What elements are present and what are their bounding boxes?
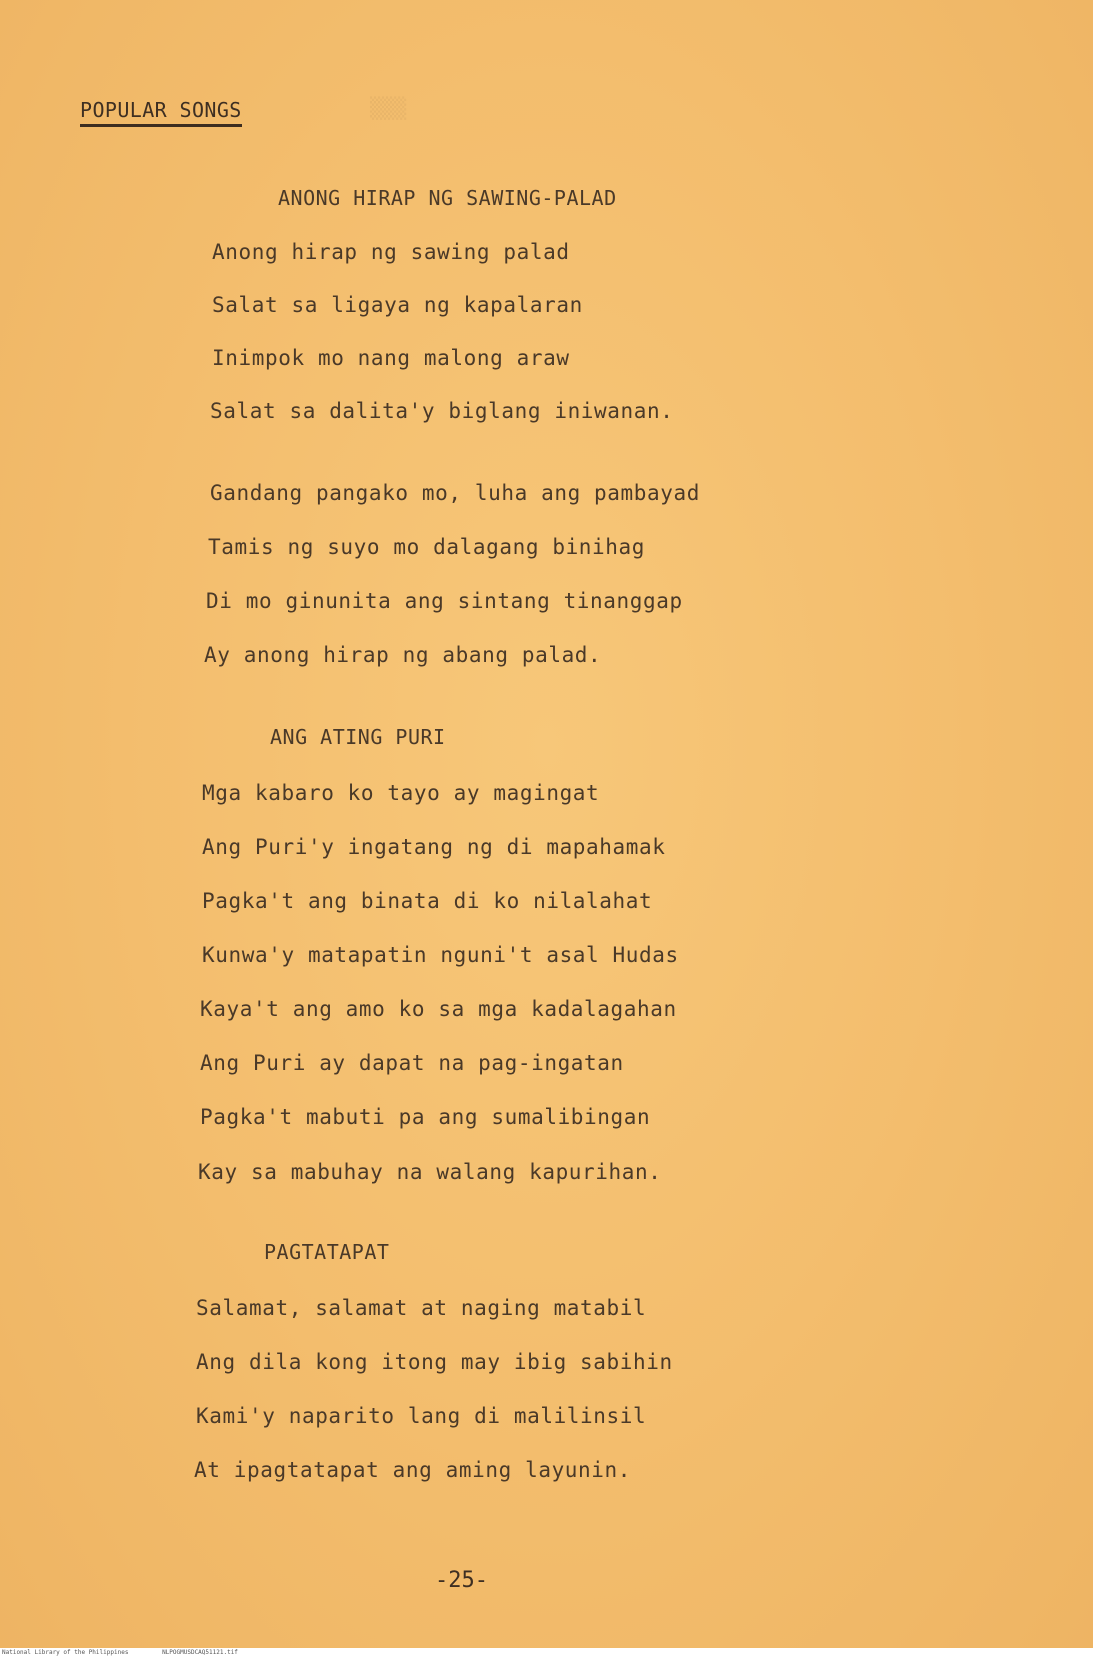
lyric-line: At ipagtatapat ang aming layunin. (194, 1458, 632, 1482)
lyric-line: Kami'y naparito lang di malilinsil (196, 1404, 647, 1428)
page-number: -25- (435, 1568, 488, 1593)
footer-library: National Library of the Philippines (2, 1649, 129, 1656)
footer-file: NLPOGMUSDCAQ51121.tif (162, 1649, 238, 1656)
lyric-line: Pagka't ang binata di ko nilalahat (202, 889, 653, 913)
lyric-line: Ay anong hirap ng abang palad. (204, 643, 602, 667)
scan-footer (0, 1648, 1093, 1658)
lyric-line: Gandang pangako mo, luha ang pambayad (210, 481, 700, 505)
song-title: ANONG HIRAP NG SAWING-PALAD (278, 186, 617, 210)
lyric-line: Salat sa dalita'y biglang iniwanan. (210, 399, 674, 423)
lyric-line: Pagka't mabuti pa ang sumalibingan (200, 1105, 651, 1129)
lyric-line: Ang Puri ay dapat na pag-ingatan (200, 1051, 624, 1075)
lyric-line: Salat sa ligaya ng kapalaran (212, 293, 583, 317)
section-title: POPULAR SONGS (80, 98, 242, 127)
lyric-line: Ang dila kong itong may ibig sabihin (196, 1350, 673, 1374)
lyric-line: Ang Puri'y ingatang ng di mapahamak (202, 835, 666, 859)
lyric-line: Kaya't ang amo ko sa mga kadalagahan (200, 997, 677, 1021)
song-title: PAGTATAPAT (264, 1240, 390, 1264)
lyric-line: Salamat, salamat at naging matabil (196, 1296, 647, 1320)
lyric-line: Inimpok mo nang malong araw (212, 346, 570, 370)
lyric-line: Di mo ginunita ang sintang tinanggap (206, 589, 683, 613)
lyric-line: Kunwa'y matapatin nguni't asal Hudas (202, 943, 679, 967)
lyric-line: Mga kabaro ko tayo ay magingat (202, 781, 600, 805)
bleed-through-text: ▒▒▒ (370, 96, 407, 120)
lyric-line: Kay sa mabuhay na walang kapurihan. (198, 1160, 662, 1184)
lyric-line: Tamis ng suyo mo dalagang binihag (208, 535, 646, 559)
lyric-line: Anong hirap ng sawing palad (212, 240, 570, 264)
song-title: ANG ATING PURI (270, 725, 446, 749)
